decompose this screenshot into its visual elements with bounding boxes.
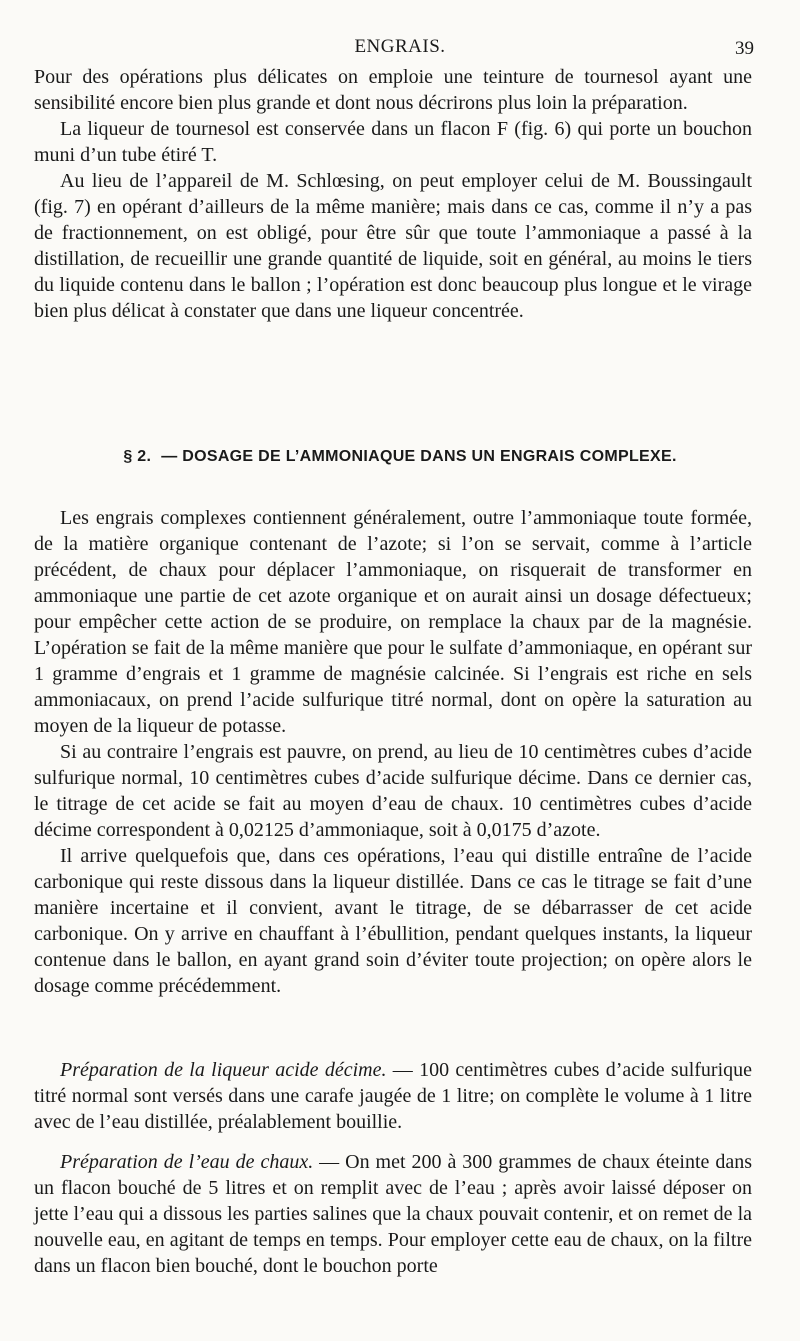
paragraph-text-eau-de-chaux: — On met 200 à 300 grammes de chaux éteinte dans un flacon bouché de 5 litres et on remplit avec de l’eau ; après avoir laissé déposer on jette l’eau qui a dissous les parties salines que la chaux pouvait contenir, et on remet de la nouvelle eau, en agitant de temps en temps. Pour employer cette eau de chaux, on la filtre dans un flacon bien bouché, dont le bouchon porte bbox=[34, 1151, 752, 1277]
section-title: — DOSAGE DE L’AMMONIAQUE DANS UN ENGRAIS COMPLEXE. bbox=[161, 448, 677, 465]
paragraph-engrais-pauvre: Si au contraire l’engrais est pauvre, on prend, au lieu de 10 centimètres cubes d’acide sulfurique normal, 10 centimètres cubes d’acide sulfurique décime. Dans ce dernier cas, le titrage de cet acide se fait au moyen d’eau de chaux. 10 centimètres cubes d’acide décime correspondent à 0,02125 d’ammoniaque, soit à 0,0175 d’azote. bbox=[34, 741, 752, 841]
paragraph-eau-de-chaux bbox=[34, 1149, 752, 1279]
running-title: ENGRAIS. bbox=[354, 36, 446, 57]
paragraph-acide-carbonique: Il arrive quelquefois que, dans ces opérations, l’eau qui distille entraîne de l’acide carbonique qui reste dissous dans la liqueur distillée. Dans ce cas le titrage se fait d’une manière incertaine et il convient, avant le titrage, de se débarrasser de cet acide carbonique. On y arrive en chauffant à l’ébullition, pendant quelques instants, la liqueur contenue dans le ballon, en ayant grand soin d’éviter toute projection; on opère alors le dosage comme précédemment. bbox=[34, 845, 752, 997]
page-number: 39 bbox=[735, 38, 754, 59]
section-number: § 2. bbox=[123, 448, 152, 465]
text-block-top bbox=[34, 64, 752, 324]
running-head bbox=[0, 36, 800, 60]
paragraph-continued: Pour des opérations plus délicates on emploie une teinture de tournesol ayant une sensibilité encore bien plus grande et dont nous décrirons plus loin la préparation. bbox=[34, 66, 752, 114]
paragraph-text-liqueur-decime: — 100 centimètres cubes d’acide sulfurique titré normal sont versés dans une carafe jaugée de 1 litre; on complète le volume à 1 litre avec de l’eau distillée, préalablement bouillie. bbox=[34, 1059, 753, 1133]
section-heading bbox=[0, 448, 800, 466]
paragraph-boussingault: Au lieu de l’appareil de M. Schlœsing, on peut employer celui de M. Boussingault (fig. 7) en opérant d’ailleurs de la même manière; mais dans ce cas, comme il n’y a pas de fractionnement, on est obligé, pour être sûr que toute l’ammoniaque a passé à la distillation, de recueillir une grande quantité de liquide, soit en général, au moins le tiers du liquide contenu dans le ballon ; l’opération est donc beaucoup plus longue et le virage bien plus délicat à constater que dans une liqueur concentrée. bbox=[34, 170, 752, 322]
paragraph-lead-eau-de-chaux: Préparation de l’eau de chaux. bbox=[60, 1151, 314, 1173]
paragraph-engrais-complexes: Les engrais complexes contiennent généralement, outre l’ammoniaque toute formée, de la matière organique contenant de l’azote; si l’on se servait, comme à l’article précédent, de chaux pour déplacer l’ammoniaque, on risquerait de transformer en ammoniaque une partie de cet azote organique et on aurait ainsi un dosage défectueux; pour empêcher cette action de se produire, on remplace la chaux par de la magnésie. L’opération se fait de la même manière que pour le sulfate d’ammoniaque, en opérant sur 1 gramme d’engrais et 1 gramme de magnésie calcinée. Si l’engrais est riche en sels ammoniacaux, on prend l’acide sulfurique titré normal, dont on opère la saturation au moyen de la liqueur de potasse. bbox=[34, 507, 752, 737]
paragraph-liqueur-decime bbox=[34, 1057, 752, 1135]
paragraph-tournesol-flacon: La liqueur de tournesol est conservée dans un flacon F (fig. 6) qui porte un bouchon muni d’un tube étiré T. bbox=[34, 118, 752, 166]
text-block-bottom bbox=[34, 1057, 752, 1293]
text-block-middle bbox=[34, 505, 752, 999]
paragraph-lead-liqueur-decime: Préparation de la liqueur acide décime. bbox=[60, 1059, 387, 1081]
